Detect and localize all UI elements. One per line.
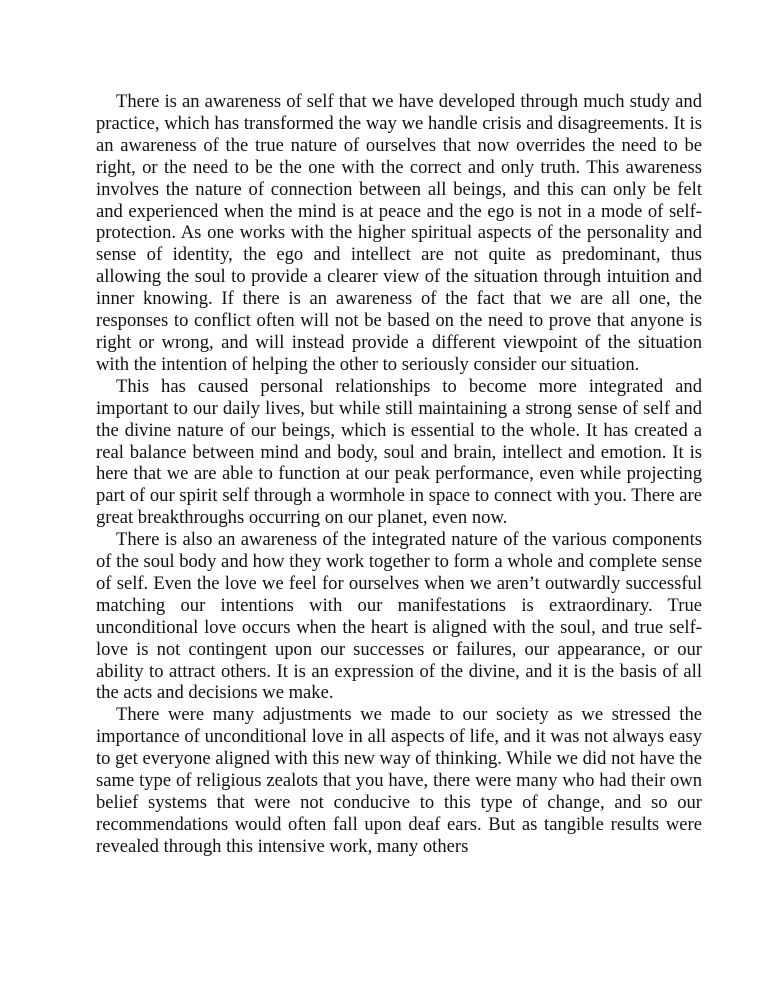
page-body: [96, 91, 702, 858]
paragraph-2: This has caused personal relationships to become more integrated and important to our daily lives, but while still maintaining a strong sense of self and the divine nature of our beings, which is essential to the whole. It has created a real balance between mind and body, soul and brain, intellect and emotion. It is here that we are able to function at our peak performance, even while projecting part of our spirit self through a wormhole in space to connect with you. There are great breakthroughs occurring on our planet, even now.: [96, 375, 702, 529]
paragraph-1: There is an awareness of self that we have developed through much study and practice, which has transformed the way we handle crisis and disagreements. It is an awareness of the true nature of ourselves that now overrides the need to be right, or the need to be the one with the correct and only truth. This awareness involves the nature of connection between all beings, and this can only be felt and experienced when the mind is at peace and the ego is not in a mode of self-protection. As one works with the higher spiritual aspects of the personality and sense of identity, the ego and intellect are not quite as predominant, thus allowing the soul to provide a clearer view of the situation through intuition and inner knowing. If there is an awareness of the fact that we are all one, the responses to conflict often will not be based on the need to prove that anyone is right or wrong, and will instead provide a different viewpoint of the situation with the intention of helping the other to seriously consider our situation.: [96, 91, 702, 375]
paragraph-4: There were many adjustments we made to our society as we stressed the importance of unconditional love in all aspects of life, and it was not always easy to get everyone aligned with this new way of thinking. While we did not have the same type of religious zealots that you have, there were many who had their own belief systems that were not conducive to this type of change, and so our recommendations would often fall upon deaf ears. But as tangible results were revealed through this intensive work, many others: [96, 704, 702, 857]
paragraph-3: There is also an awareness of the integrated nature of the various components of the soul body and how they work together to form a whole and complete sense of self. Even the love we feel for ourselves when we aren’t outwardly successful matching our intentions with our manifestations is extraordinary. True unconditional love occurs when the heart is aligned with the soul, and true self-love is not contingent upon our successes or failures, our appearance, or our ability to attract others. It is an expression of the divine, and it is the basis of all the acts and decisions we make.: [96, 529, 702, 704]
